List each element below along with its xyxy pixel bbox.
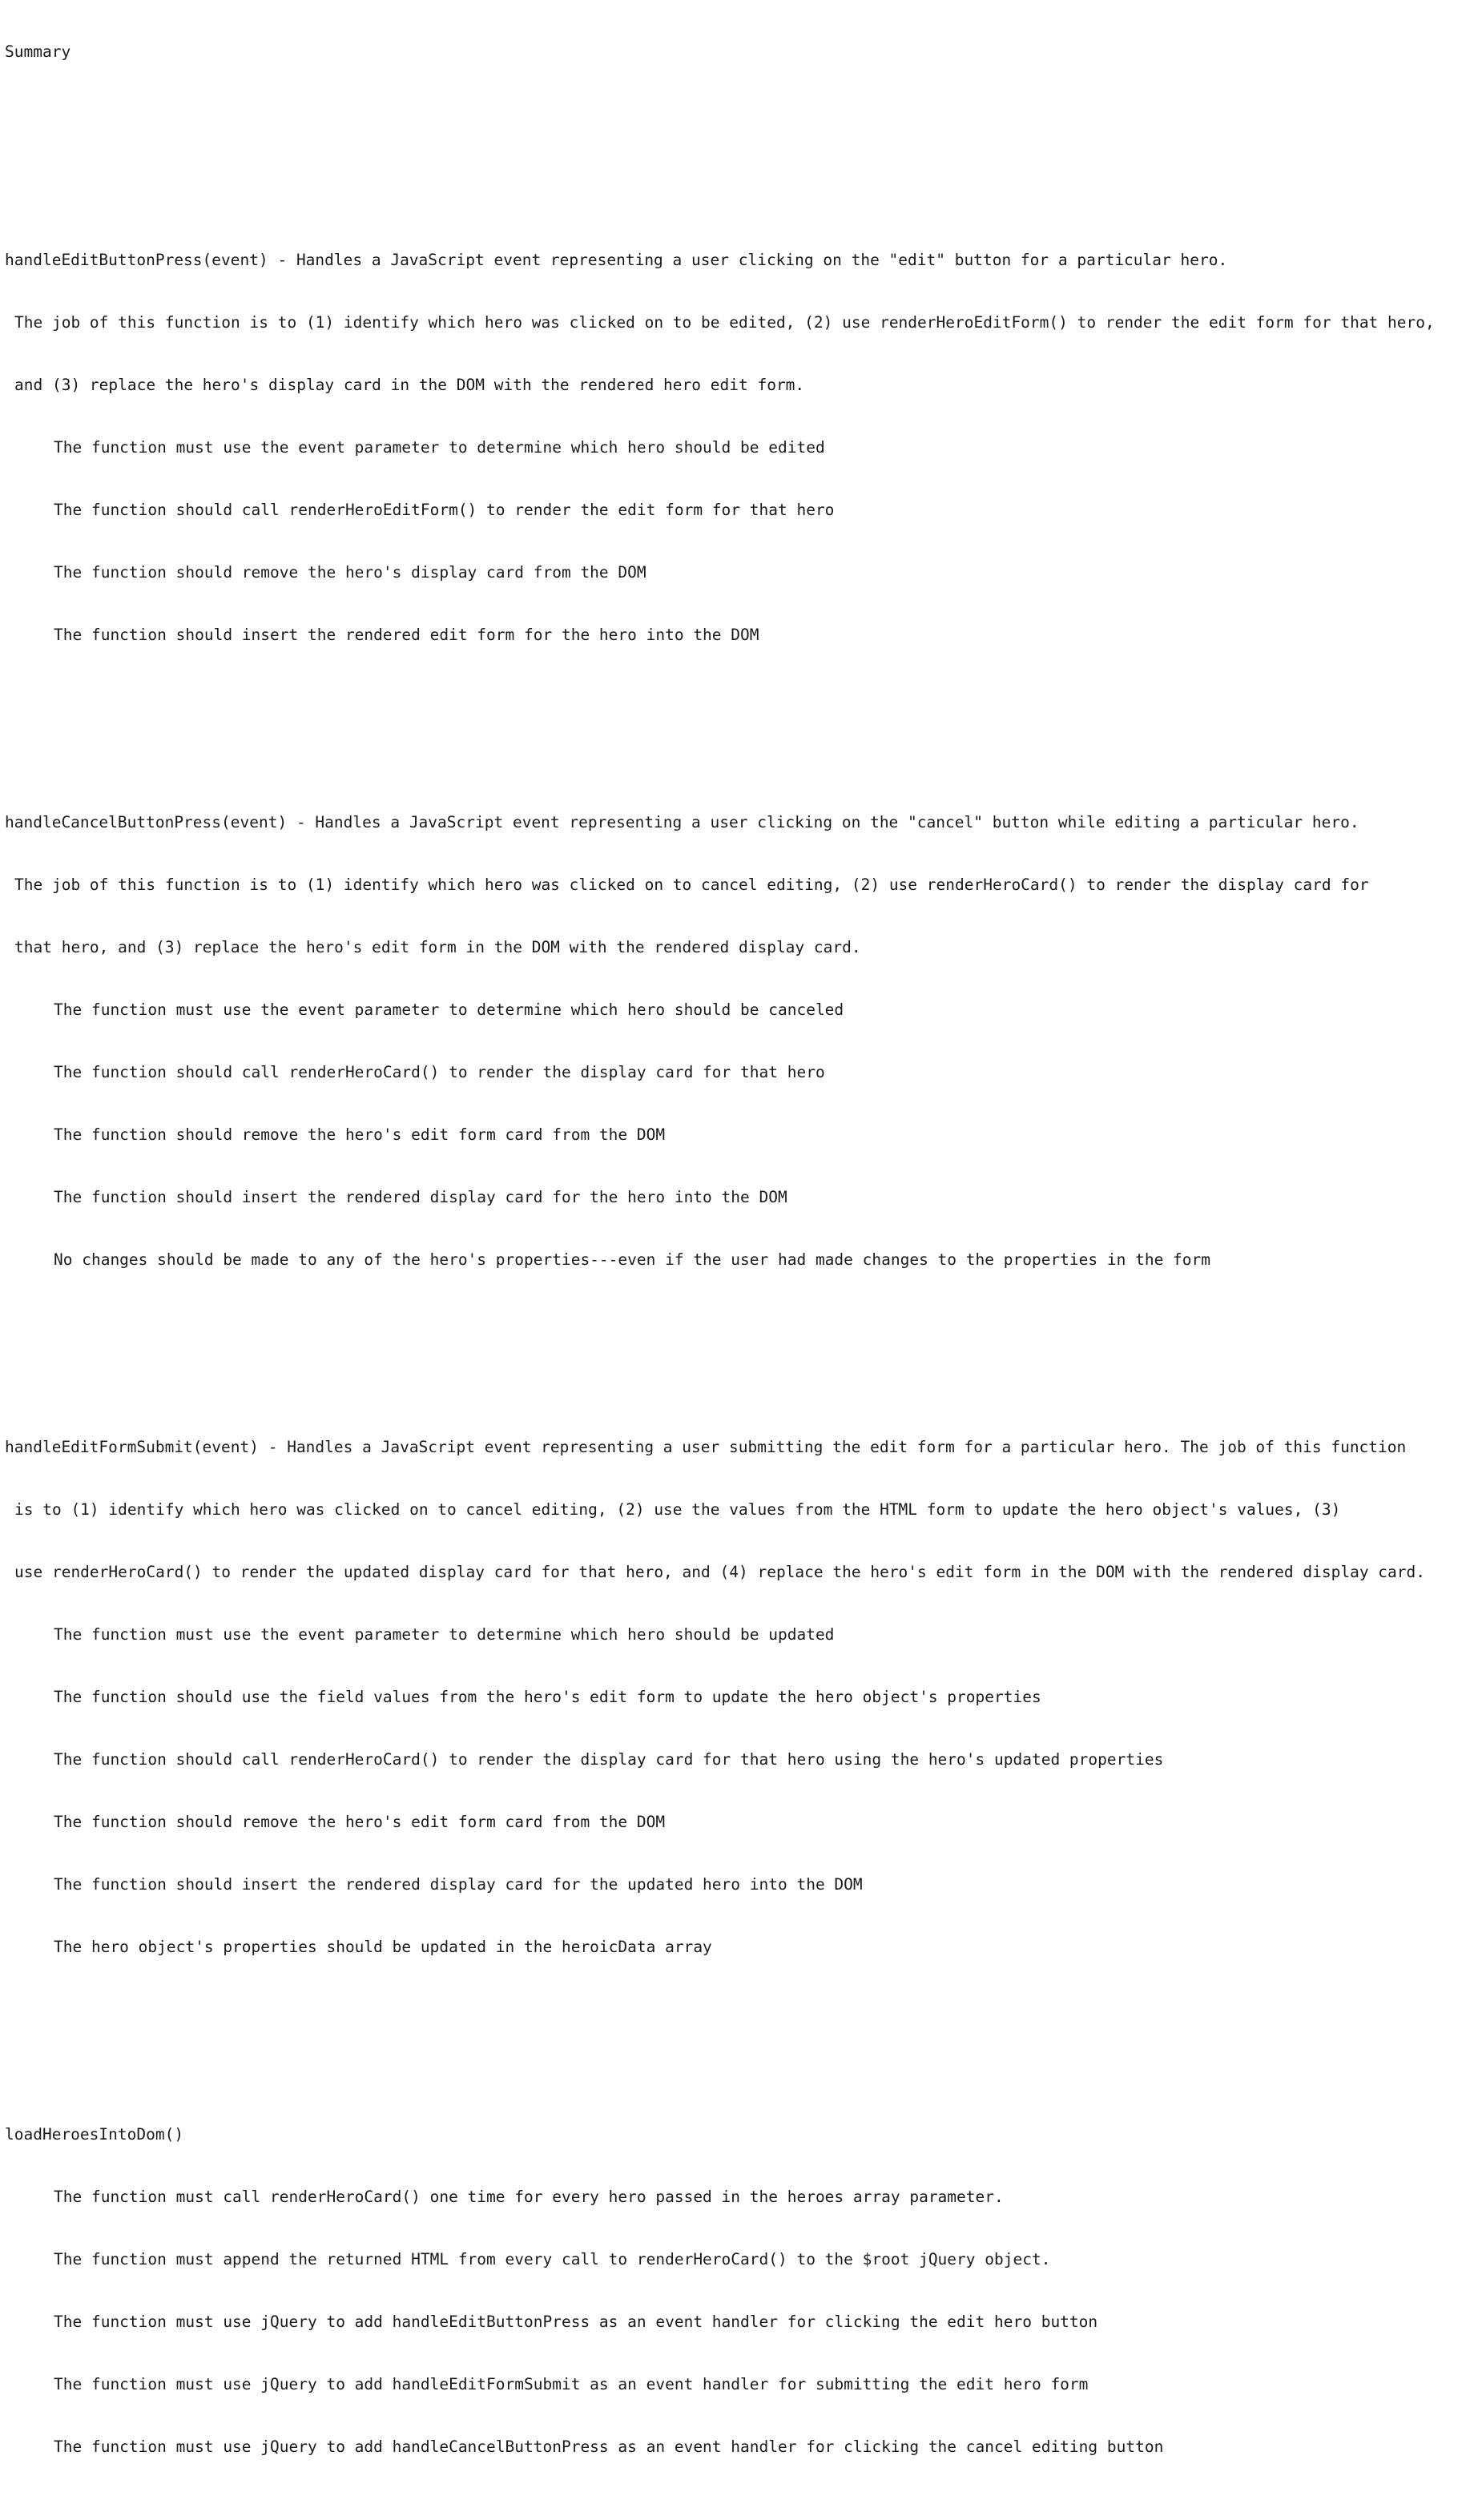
requirement-item: The function should call renderHeroCard() to render the display card for that hero using the hero's updated properties <box>54 1750 1164 1769</box>
requirement-item: The function should insert the rendered display card for the updated hero into the DOM <box>54 1875 863 1894</box>
document-body <box>5 0 1476 2520</box>
requirement-item: The function must use jQuery to add handleEditButtonPress as an event handler for clicking the edit hero button <box>54 2313 1098 2331</box>
function-signature: handleCancelButtonPress(event) - Handles a JavaScript event representing a user clicking on the "cancel" button while editing a particular hero. <box>5 813 1359 831</box>
requirement-item: The function should remove the hero's edit form card from the DOM <box>54 1813 666 1831</box>
section-handle-edit-form-submit <box>5 1395 1476 1999</box>
requirement-item: The hero object's properties should be updated in the heroicData array <box>54 1938 712 1956</box>
requirement-item: The function should remove the hero's edit form card from the DOM <box>54 1125 666 1144</box>
function-description: that hero, and (3) replace the hero's edit form in the DOM with the rendered display card. <box>14 938 861 956</box>
function-description: and (3) replace the hero's display card in the DOM with the rendered hero edit form. <box>14 376 805 394</box>
section-handle-cancel-button-press <box>5 771 1476 1312</box>
function-signature: handleEditFormSubmit(event) - Handles a JavaScript event representing a user submitting the edit form for a particular hero. The job of this function <box>5 1438 1407 1456</box>
requirement-item: The function should call renderHeroEditForm() to render the edit form for that hero <box>54 501 835 519</box>
function-description: use renderHeroCard() to render the updated display card for that hero, and (4) replace the hero's edit form in the DOM with the rendered display card. <box>14 1563 1425 1581</box>
requirement-item: The function must use jQuery to add handleCancelButtonPress as an event handler for clicking the cancel editing button <box>54 2437 1164 2456</box>
function-description: The job of this function is to (1) identify which hero was clicked on to cancel editing, (2) use renderHeroCard() to render the display card for <box>14 876 1369 894</box>
section-load-heroes-into-dom <box>5 2083 1476 2499</box>
requirement-item: The function must use the event parameter to determine which hero should be updated <box>54 1625 835 1644</box>
requirement-item: The function should insert the rendered edit form for the hero into the DOM <box>54 626 759 644</box>
section-handle-edit-button-press <box>5 208 1476 687</box>
requirement-item: The function must use the event parameter to determine which hero should be canceled <box>54 1000 844 1019</box>
function-description: The job of this function is to (1) identify which hero was clicked on to be edited, (2) use renderHeroEditForm() to render the edit form for that hero, <box>14 313 1435 332</box>
requirement-item: The function should call renderHeroCard() to render the display card for that hero <box>54 1063 825 1081</box>
requirement-item: The function must use the event parameter to determine which hero should be edited <box>54 438 825 457</box>
function-signature: handleEditButtonPress(event) - Handles a JavaScript event representing a user clicking on the "edit" button for a particular hero. <box>5 251 1228 269</box>
blank-line <box>5 104 1476 125</box>
requirement-item: The function must call renderHeroCard() one time for every hero passed in the heroes array parameter. <box>54 2188 1004 2206</box>
function-description: is to (1) identify which hero was clicked on to cancel editing, (2) use the values from the HTML form to update the hero object's values, (3) <box>14 1500 1341 1519</box>
requirement-item: The function should use the field values from the hero's edit form to update the hero object's properties <box>54 1688 1041 1706</box>
summary-heading: Summary <box>5 42 71 61</box>
requirement-item: The function must append the returned HTML from every call to renderHeroCard() to the $root jQuery object. <box>54 2250 1051 2268</box>
requirement-item: The function should insert the rendered display card for the hero into the DOM <box>54 1188 787 1206</box>
requirement-item: No changes should be made to any of the hero's properties---even if the user had made changes to the properties in the form <box>54 1250 1211 1269</box>
requirement-item: The function must use jQuery to add handleEditFormSubmit as an event handler for submitting the edit hero form <box>54 2375 1089 2393</box>
requirement-item: The function should remove the hero's display card from the DOM <box>54 563 646 582</box>
function-signature: loadHeroesIntoDom() <box>5 2125 184 2144</box>
